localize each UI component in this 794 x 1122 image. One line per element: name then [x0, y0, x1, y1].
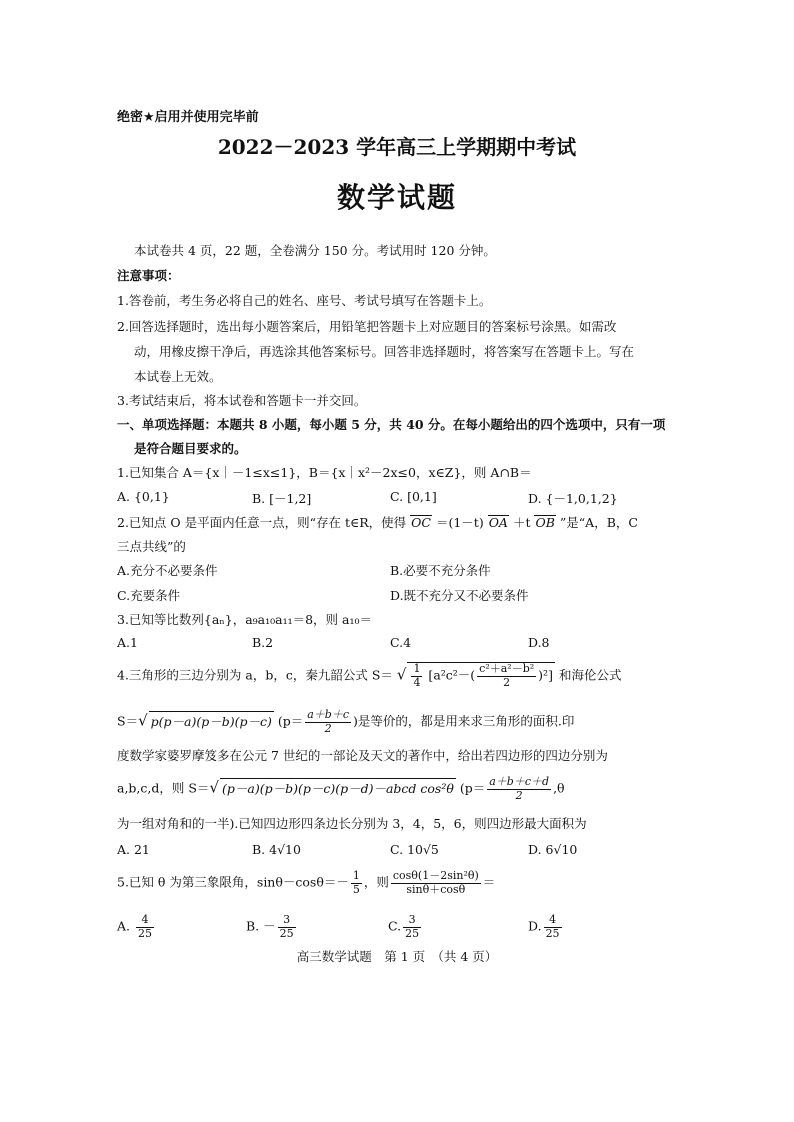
question-2-option-b: B.必要不充分条件: [390, 563, 491, 578]
vector-oc: OC: [411, 515, 431, 530]
question-2-option-a: A.充分不必要条件: [117, 563, 218, 578]
q5-text-1: 5.已知 θ 为第三象限角，sinθ－cosθ＝－: [117, 874, 349, 890]
q5-text-2: ，则: [363, 874, 389, 890]
question-1-stem: 1.已知集合 A＝{x｜－1≤x≤1}，B＝{x｜x²－2x≤0，x∈Z}，则 A∩B＝: [117, 465, 532, 480]
question-1-option-d: D. {－1,0,1,2}: [528, 491, 618, 506]
question-5-stem: [117, 870, 495, 896]
question-4-stem-cont: 度数学家婆罗摩笈多在公元 7 世纪的一部论及天文的著作中，给出若四边形的四边分别为: [117, 748, 608, 763]
heron-s: S＝: [117, 713, 139, 729]
fraction: [305, 709, 351, 735]
denominator: 25: [279, 926, 294, 940]
fraction: [477, 663, 536, 689]
numerator: 3: [278, 914, 296, 928]
qin-formula-radicand: $\frac{1}{4}$ [a²c²－( $\frac{\text{c²＋a²－b²}}{2}$ )²]: [407, 662, 555, 689]
question-4-stem-end: 为一组对角和的一半).已知四边形四条边长分别为 3，4，5，6，则四边形最大面积为: [117, 816, 587, 831]
question-4-option-a: A. 21: [117, 842, 150, 857]
question-5-option-a: [117, 914, 156, 940]
qin-inner-end: )²: [538, 667, 549, 683]
denominator: 2: [324, 721, 332, 735]
question-2-option-d: D.既不充分又不必要条件: [390, 588, 529, 603]
question-3-option-b: B.2: [252, 635, 274, 650]
confidential-label: 绝密★启用并使用完毕前: [117, 110, 259, 125]
q5-text-3: ＝: [482, 874, 496, 890]
note-item: 1.答卷前，考生务必将自己的姓名、座号、考试号填写在答题卡上。: [117, 293, 492, 308]
qin-inner: a²c²－(: [433, 667, 476, 683]
numerator: 1: [352, 869, 360, 882]
brahmagupta-p: (p＝: [459, 780, 486, 796]
question-5-option-d: [528, 914, 564, 940]
question-4-option-c: C. 10√5: [390, 842, 439, 857]
question-3-option-d: D.8: [528, 635, 550, 650]
denominator: 25: [138, 926, 152, 940]
q2-text-1: 2.已知点 O 是平面内任意一点，则“存在 t∈R，使得: [117, 515, 407, 530]
fraction: [351, 870, 362, 896]
option-label: D.: [528, 918, 542, 934]
exam-subject: 数学试题: [336, 181, 457, 214]
denominator: 2: [515, 788, 523, 802]
numerator: 4: [136, 914, 154, 928]
fraction: [487, 776, 551, 802]
numerator: 1: [413, 662, 421, 675]
question-1-option-a: A. {0,1}: [117, 489, 170, 504]
denominator: 2: [503, 675, 511, 689]
note-item: 动，用橡皮擦干净后，再选涂其他答案标号。回答非选择题时，将答案写在答题卡上。写在: [134, 344, 635, 359]
exam-title: 2022－2023 学年高三上学期期中考试: [217, 135, 577, 159]
fraction: [391, 870, 481, 896]
q4-text-1: 4.三角形的三边分别为 a，b，c，秦九韶公式 S＝: [117, 667, 393, 683]
q4-text-2: 和海伦公式: [558, 667, 622, 683]
note-item: 本试卷上无效。: [134, 369, 222, 384]
intro-text: 本试卷共 4 页，22 题，全卷满分 150 分。考试用时 120 分钟。: [134, 243, 496, 258]
fraction: [544, 914, 562, 940]
radical-sign: √: [396, 665, 407, 684]
question-4-stem: [117, 662, 621, 689]
denominator: 4: [413, 675, 421, 689]
brahmagupta-s: a,b,c,d，则 S＝: [117, 780, 210, 796]
fraction: [136, 914, 154, 940]
numerator: a＋b＋c: [307, 708, 350, 721]
question-4-heron: [117, 709, 574, 735]
q2-text-2: ＝(1－t): [435, 515, 484, 530]
notes-heading: 注意事项：: [117, 268, 180, 283]
numerator: 4: [544, 914, 562, 928]
question-2-stem: [117, 513, 638, 531]
q2-text-3: ＋t: [512, 515, 531, 530]
brahmagupta-end: ,θ: [553, 780, 565, 796]
heron-p: (p＝: [277, 713, 304, 729]
radical-sign: √: [138, 711, 148, 730]
denominator: 25: [545, 926, 560, 940]
vector-ob: OB: [535, 515, 555, 530]
fraction: [403, 914, 421, 940]
section-heading: 一、单项选择题：本题共 8 小题，每小题 5 分，共 40 分。在每小题给出的四个选项中，只有一项: [117, 417, 666, 432]
q2-text-4: ”是“A，B，C: [559, 515, 638, 530]
question-1-option-b: B. [－1,2]: [252, 491, 312, 506]
question-5-option-b: [246, 914, 298, 940]
note-item: 2.回答选择题时，选出每小题答案后，用铅笔把答题卡上对应题目的答案标号涂黑。如需改: [117, 319, 617, 334]
numerator: a＋b＋c＋d: [489, 775, 550, 788]
question-4-brahmagupta: [117, 776, 565, 802]
question-3-option-c: C.4: [390, 635, 412, 650]
question-3-stem: 3.已知等比数列{aₙ}，a₉a₁₀a₁₁＝8，则 a₁₀＝: [117, 612, 373, 627]
brahmagupta-radicand: (p－a)(p－b)(p－c)(p－d)－abcd cos²θ: [220, 778, 456, 797]
numerator: c²＋a²－b²: [479, 662, 535, 675]
vector-oa: OA: [488, 515, 508, 530]
numerator: cosθ(1－2sin²θ): [392, 869, 479, 882]
question-5-option-c: [388, 914, 423, 940]
question-3-option-a: A.1: [117, 635, 138, 650]
question-2-stem-cont: 三点共线”的: [117, 539, 186, 554]
fraction: [278, 914, 296, 940]
numerator: 3: [403, 914, 421, 928]
denominator: sinθ＋cosθ: [406, 882, 466, 896]
note-item: 3.考试结束后，将本试卷和答题卡一并交回。: [117, 393, 367, 408]
question-1-option-c: C. [0,1]: [390, 489, 437, 504]
option-label: B. －: [246, 918, 276, 934]
page-footer: 高三数学试题 第 1 页 （共 4 页）: [296, 949, 498, 964]
question-2-option-c: C.充要条件: [117, 588, 181, 603]
denominator: 25: [405, 926, 420, 940]
radical-sign: √: [209, 778, 219, 797]
heron-radicand: p(p－a)(p－b)(p－c): [149, 711, 274, 730]
denominator: 5: [352, 882, 360, 896]
option-label: A.: [117, 918, 131, 934]
fraction: [411, 663, 422, 689]
question-4-option-b: B. 4√10: [252, 842, 301, 857]
option-label: C.: [388, 918, 402, 934]
section-heading-cont: 是符合题目要求的。: [134, 441, 247, 456]
heron-rest: )是等价的，都是用来求三角形的面积.印: [353, 713, 575, 729]
question-4-option-d: D. 6√10: [528, 842, 578, 857]
